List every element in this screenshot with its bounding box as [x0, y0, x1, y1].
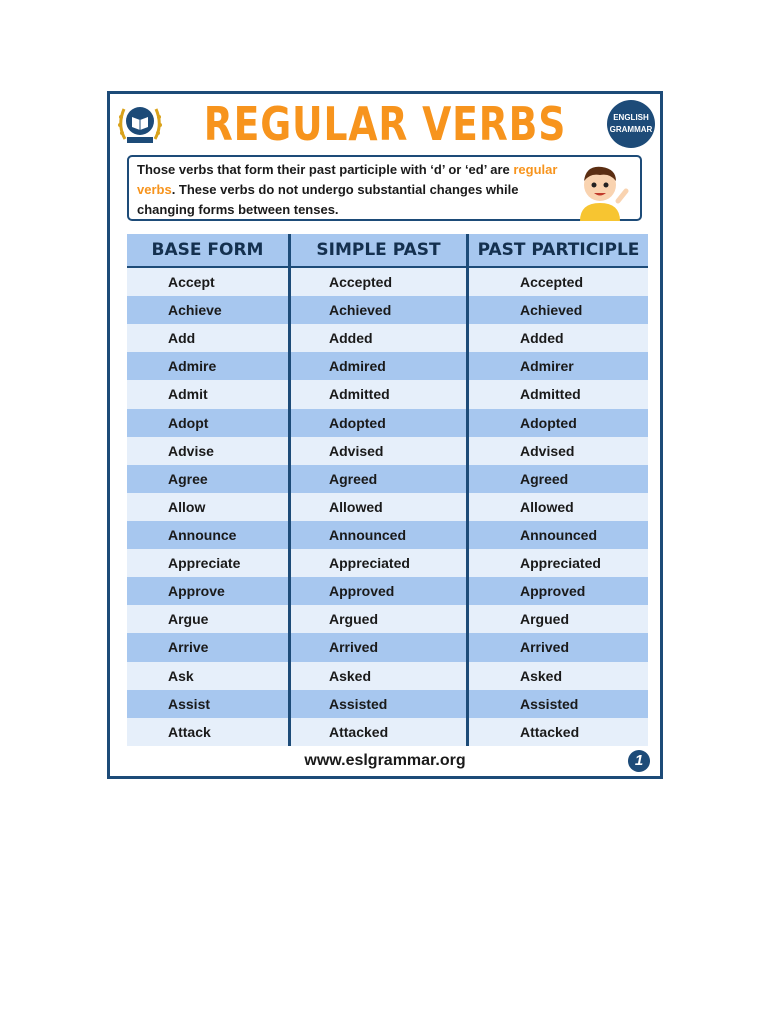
base-form-cell: Advise: [127, 437, 291, 465]
base-form-cell: Accept: [127, 268, 291, 296]
table-row: [127, 521, 648, 549]
badge-line-2: GRAMMAR: [609, 125, 653, 134]
past-participle-cell: Advised: [520, 442, 575, 459]
table-row: [127, 605, 648, 633]
table-body: [127, 268, 648, 746]
intro-part-1: Those verbs that form their past participle with ‘d’ or ‘ed’ are: [137, 162, 514, 177]
base-form-cell: Add: [127, 324, 291, 352]
base-form-cell: Adopt: [127, 409, 291, 437]
base-form-cell: Admit: [127, 380, 291, 408]
intro-box: [127, 155, 642, 221]
header-base-form: BASE FORM: [127, 234, 291, 266]
page-number-badge: 1: [628, 750, 650, 772]
table-row: [127, 662, 648, 690]
past-participle-cell: Attacked: [520, 723, 580, 740]
simple-past-cell: Added: [291, 324, 469, 352]
simple-past-cell: Allowed: [291, 493, 469, 521]
simple-past-cell: Appreciated: [291, 549, 469, 577]
header-simple-past: SIMPLE PAST: [291, 234, 469, 266]
past-participle-cell: Agreed: [520, 470, 569, 487]
past-participle-cell: Added: [520, 330, 564, 347]
simple-past-cell: Accepted: [291, 268, 469, 296]
past-participle-cell: Announced: [520, 526, 597, 543]
base-form-cell: Achieve: [127, 296, 291, 324]
base-form-cell: Agree: [127, 465, 291, 493]
table-row: [127, 633, 648, 661]
past-participle-cell: Asked: [520, 667, 563, 684]
base-form-cell: Announce: [127, 521, 291, 549]
past-participle-cell: Adopted: [520, 414, 577, 431]
table-row: [127, 380, 648, 408]
base-form-cell: Attack: [127, 718, 291, 746]
past-participle-cell: Approved: [520, 583, 586, 600]
cartoon-boy-icon: [570, 157, 630, 221]
table-row: [127, 437, 648, 465]
header-past-participle: PAST PARTICIPLE: [477, 240, 640, 260]
past-participle-cell: Assisted: [520, 695, 579, 712]
base-form-cell: Admire: [127, 352, 291, 380]
base-form-cell: Appreciate: [127, 549, 291, 577]
simple-past-cell: Assisted: [291, 690, 469, 718]
base-form-cell: Assist: [127, 690, 291, 718]
simple-past-cell: Admitted: [291, 380, 469, 408]
past-participle-cell: Allowed: [520, 498, 574, 515]
simple-past-cell: Achieved: [291, 296, 469, 324]
table-row: [127, 577, 648, 605]
simple-past-cell: Adopted: [291, 409, 469, 437]
simple-past-cell: Arrived: [291, 633, 469, 661]
page-title: REGULAR VERBS: [203, 97, 567, 151]
badge-line-1: ENGLISH: [613, 113, 649, 122]
table-row: [127, 718, 648, 746]
english-grammar-badge: [607, 100, 655, 148]
simple-past-cell: Approved: [291, 577, 469, 605]
table-row: [127, 352, 648, 380]
table-row: [127, 268, 648, 296]
intro-text: [137, 160, 567, 220]
past-participle-cell: Achieved: [520, 302, 583, 319]
past-participle-cell: Appreciated: [520, 555, 601, 572]
table-row: [127, 493, 648, 521]
past-participle-cell: Accepted: [520, 274, 584, 290]
table-header: [127, 234, 648, 268]
intro-highlight-2: verbs: [137, 182, 172, 197]
base-form-cell: Ask: [127, 662, 291, 690]
base-form-cell: Allow: [127, 493, 291, 521]
table-row: [127, 409, 648, 437]
simple-past-cell: Advised: [291, 437, 469, 465]
simple-past-cell: Argued: [291, 605, 469, 633]
past-participle-cell: Arrived: [520, 639, 570, 656]
intro-part-2: . These verbs do not undergo substantial changes while changing forms between tenses.: [137, 182, 519, 217]
simple-past-cell: Agreed: [291, 465, 469, 493]
table-row: [127, 549, 648, 577]
book-laurel-logo-icon: [115, 99, 165, 147]
base-form-cell: Approve: [127, 577, 291, 605]
base-form-cell: Arrive: [127, 633, 291, 661]
intro-highlight-1: regular: [513, 162, 558, 177]
simple-past-cell: Admired: [291, 352, 469, 380]
table-row: [127, 690, 648, 718]
simple-past-cell: Attacked: [291, 718, 469, 746]
base-form-cell: Argue: [127, 605, 291, 633]
poster: [107, 91, 663, 779]
verbs-table: [127, 234, 648, 746]
simple-past-cell: Asked: [291, 662, 469, 690]
website-url: www.eslgrammar.org: [304, 752, 466, 769]
simple-past-cell: Announced: [291, 521, 469, 549]
past-participle-cell: Argued: [520, 611, 569, 628]
table-row: [127, 296, 648, 324]
table-row: [127, 324, 648, 352]
table-row: [127, 465, 648, 493]
past-participle-cell: Admitted: [520, 386, 581, 403]
past-participle-cell: Admirer: [520, 358, 574, 375]
